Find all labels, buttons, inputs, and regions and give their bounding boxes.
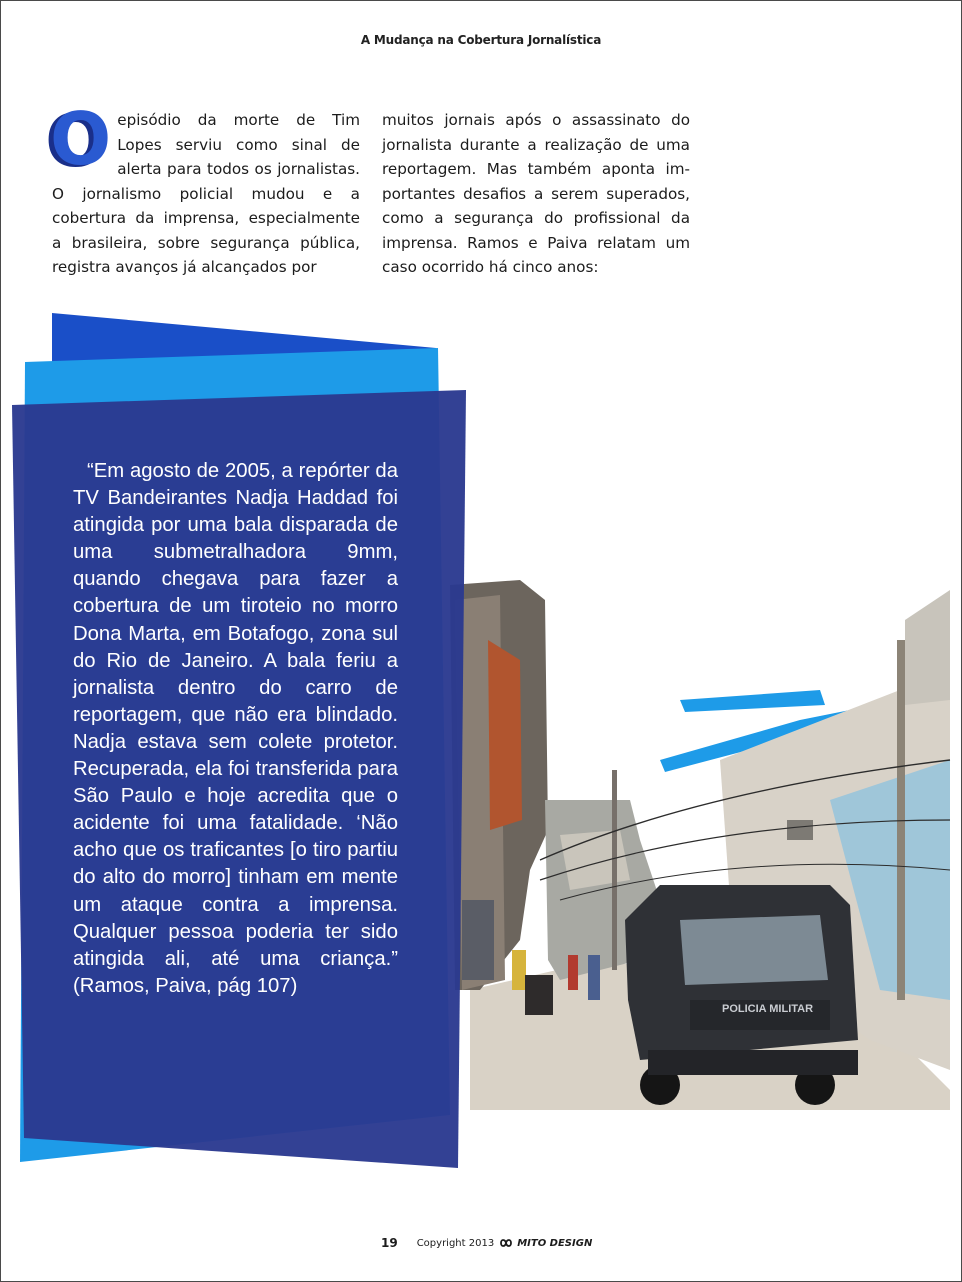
drop-cap: O: [50, 97, 112, 181]
brand-name: MITO DESIGN: [517, 1237, 593, 1249]
street-photo: [450, 580, 950, 1110]
copyright-text: Copyright 2013: [416, 1237, 495, 1249]
quote-text: “Em agosto de 2005, a repórter da TV Bandeirantes Nadja Haddad foi atingida por uma bala disparada de uma submetralhadora 9mm, quando chegava para fazer a cobertura de um tiroteio no morro Dona Marta, em Botafogo, zona sul do Rio de Janeiro. A bala feriu a jornalista dentro do carro de reportagem, que não era blindado. Nadja estava sem colete protetor. Recuperada, ela foi transferida para São Paulo e hoje acredita que o acidente foi uma fatalidade. ‘Não acho que os traficantes [o tiro partiu do alto do morro] tinham em mente um ataque contra a imprensa. Qualquer pessoa poderia ter sido atingida ali, até uma criança.” (Ramos, Paiva, pág 107): [73, 460, 398, 997]
article-text-right: muitos jornais após o assassinato do jornalista durante a realização de uma reportagem. Mas também aponta importantes desafios a serem superados, como a segurança do profissional da imprensa. Ramos e Paiva relatam um caso ocorrido há cinco anos:: [382, 111, 690, 276]
article-text-left: episódio da morte de Tim Lopes serviu como sinal de alerta para todos os jornalistas. O jornalismo policial mudou e a cobertura da imprensa, especialmente a brasileira, sobre segurança pública, registra avanços já alcançados por: [52, 111, 360, 276]
page-footer: [381, 1234, 592, 1252]
running-header: A Mudança na Cobertura Jornalística: [360, 33, 602, 47]
infinity-icon: [497, 1236, 515, 1250]
brand-logo: [497, 1236, 592, 1250]
police-van: [625, 885, 858, 1105]
page-number: 19: [381, 1236, 398, 1250]
van-label: POLICIA MILITAR: [722, 1003, 814, 1015]
